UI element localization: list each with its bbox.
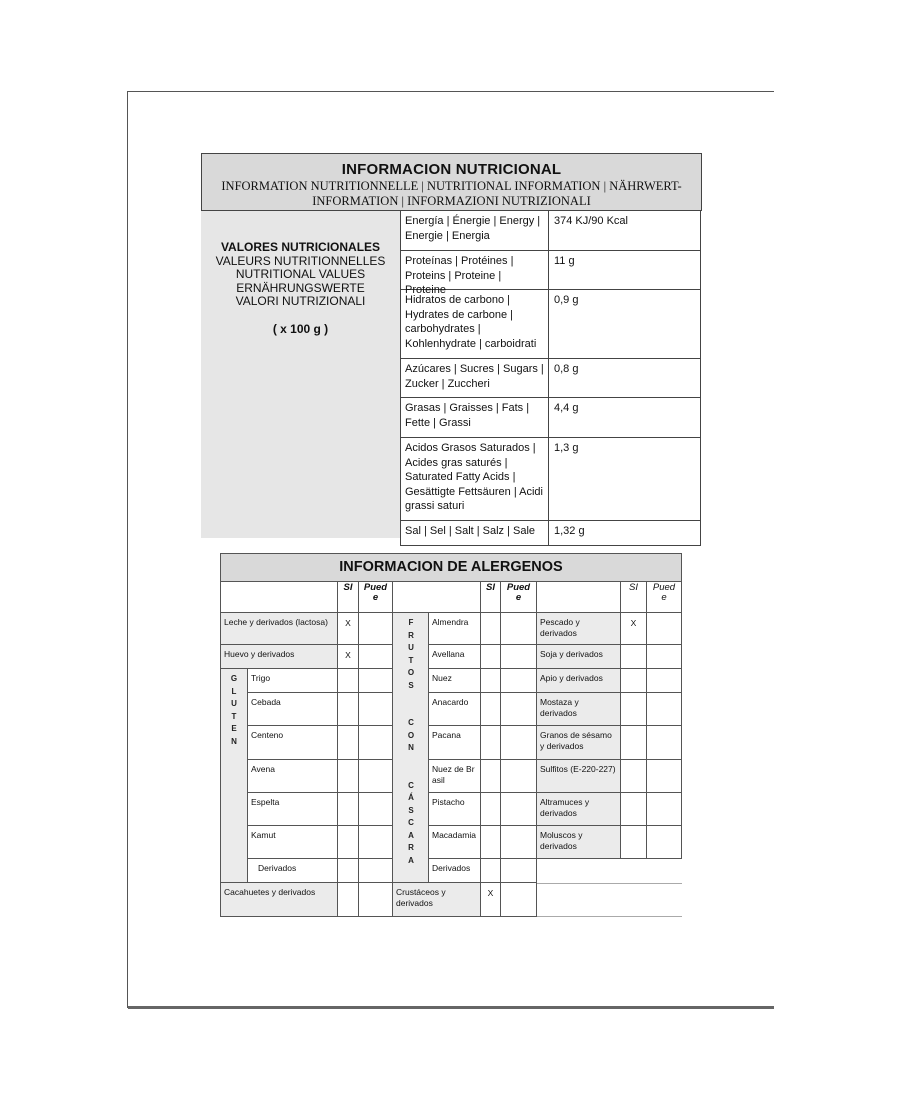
- allergen-nut-item: Nuez: [429, 669, 481, 693]
- allergen-huevo: Huevo y derivados: [220, 645, 338, 669]
- puede-cell: [647, 613, 682, 645]
- allergen-title: INFORMACION DE ALERGENOS: [220, 553, 682, 582]
- si-cell: [338, 826, 359, 859]
- si-cell: [621, 726, 647, 760]
- si-cell: [621, 826, 647, 859]
- puede-cell: [501, 760, 537, 793]
- si-cell: [481, 859, 501, 883]
- nutrition-values-label: [201, 211, 400, 538]
- allergen-nut-item: Pistacho: [429, 793, 481, 826]
- si-cell: [481, 669, 501, 693]
- nutrient-label: Proteínas | Protéines | Proteins | Proteine | Proteine: [401, 251, 549, 289]
- nutrient-label: Acidos Grasos Saturados | Acides gras saturés | Saturated Fatty Acids | Gesättigte Fettsäuren | Acidi grassi saturi: [401, 438, 549, 520]
- puede-cell: [501, 613, 537, 645]
- nutrient-label: Azúcares | Sucres | Sugars | Zucker | Zuccheri: [401, 359, 549, 397]
- puede-cell: [647, 645, 682, 669]
- nutrition-header: [201, 153, 702, 211]
- si-cell: [338, 669, 359, 693]
- si-cell: [481, 793, 501, 826]
- puede-cell: [647, 760, 682, 793]
- nutrition-row-salt: [400, 521, 701, 546]
- header-si: SI: [338, 581, 359, 613]
- si-cell: [338, 883, 359, 917]
- puede-cell: [359, 669, 393, 693]
- puede-cell: [501, 726, 537, 760]
- puede-cell: [647, 693, 682, 726]
- puede-cell: [501, 645, 537, 669]
- nutrient-label: Sal | Sel | Salt | Salz | Sale: [401, 521, 549, 545]
- puede-cell: [359, 760, 393, 793]
- puede-cell: [647, 726, 682, 760]
- divider: [537, 883, 682, 884]
- si-cell: [481, 826, 501, 859]
- allergen-item: Moluscos y derivados: [537, 826, 621, 859]
- si-cell: [481, 645, 501, 669]
- allergen-nut-item: Avellana: [429, 645, 481, 669]
- puede-cell: [501, 793, 537, 826]
- nutrient-value: 4,4 g: [554, 402, 579, 414]
- allergen-item: Granos de sésamo y derivados: [537, 726, 621, 760]
- allergen-nut-item: Pacana: [429, 726, 481, 760]
- allergen-gluten-item: Trigo: [248, 669, 338, 693]
- divider: [537, 916, 682, 917]
- nutrition-row-energy: [400, 210, 701, 251]
- header-puede: [501, 581, 537, 613]
- nutrition-table: [201, 153, 702, 538]
- nutrient-label: Energía | Énergie | Energy | Energie | Energia: [401, 211, 549, 250]
- puede-cell: [501, 669, 537, 693]
- nutrient-value: 11 g: [554, 255, 575, 267]
- nuts-group-label: F R U T O S C O N C Á S C A R A: [407, 618, 415, 865]
- si-cell: [338, 793, 359, 826]
- allergen-nut-item: Almendra: [429, 613, 481, 645]
- header-puede: [647, 581, 682, 613]
- si-cell: [621, 760, 647, 793]
- nutrition-subtitle-1: INFORMATION NUTRITIONNELLE | NUTRITIONAL INFORMATION | NÄHRWERT-: [221, 179, 682, 193]
- nutrition-row-carbs: [400, 290, 701, 359]
- nutrient-value: 0,9 g: [554, 294, 579, 306]
- values-line: VALEURS NUTRITIONNELLES: [215, 253, 386, 268]
- nutrition-rows: [400, 210, 701, 546]
- header-puede-part: Pued: [652, 582, 676, 593]
- si-cell: [481, 613, 501, 645]
- header-blank: [393, 581, 481, 613]
- si-cell: [338, 726, 359, 760]
- allergen-item: Soja y derivados: [537, 645, 621, 669]
- puede-cell: [359, 859, 393, 883]
- si-cell: [481, 726, 501, 760]
- values-heading: VALORES NUTRICIONALES: [220, 240, 381, 254]
- nutrient-value: 374 KJ/90 Kcal: [554, 215, 628, 227]
- header-puede-part: Pued: [363, 582, 388, 593]
- nutrition-row-saturated: [400, 438, 701, 521]
- per-100g: ( x 100 g ): [272, 321, 329, 336]
- nutrition-title: INFORMACION NUTRICIONAL: [341, 161, 562, 178]
- values-line: VALORI NUTRIZIONALI: [235, 294, 366, 308]
- si-cell: [481, 760, 501, 793]
- nutrient-label: Hidratos de carbono | Hydrates de carbone | carbohydrates | Kohlenhydrate | carboidrati: [401, 290, 549, 358]
- si-cell: [621, 645, 647, 669]
- header-puede-part: e: [372, 592, 379, 603]
- puede-cell: [647, 793, 682, 826]
- gluten-group-label: G L U T E N: [230, 674, 238, 746]
- allergen-leche: Leche y derivados (lactosa): [220, 613, 338, 645]
- allergen-gluten-item: Cebada: [248, 693, 338, 726]
- si-cell: X: [621, 613, 647, 645]
- puede-cell: [501, 859, 537, 883]
- allergen-gluten-item: Centeno: [248, 726, 338, 760]
- si-cell: X: [338, 645, 359, 669]
- allergen-item: Pescado y derivados: [537, 613, 621, 645]
- header-puede-part: Pued: [506, 582, 531, 593]
- si-cell: [621, 669, 647, 693]
- header-puede: [359, 581, 393, 613]
- allergen-item: Altramuces y derivados: [537, 793, 621, 826]
- puede-cell: [359, 613, 393, 645]
- puede-cell: [359, 793, 393, 826]
- nutrient-value: 0,8 g: [554, 363, 579, 375]
- header-puede-part: e: [661, 592, 667, 603]
- allergen-nut-item: Anacardo: [429, 693, 481, 726]
- nutrient-label: Grasas | Graisses | Fats | Fette | Grassi: [401, 398, 549, 437]
- puede-cell: [647, 669, 682, 693]
- nutrition-row-fats: [400, 398, 701, 438]
- nutrition-row-protein: [400, 251, 701, 296]
- puede-cell: [501, 693, 537, 726]
- si-cell: [621, 693, 647, 726]
- si-cell: [338, 693, 359, 726]
- puede-cell: [359, 693, 393, 726]
- puede-cell: [359, 726, 393, 760]
- header-puede-part: e: [515, 592, 522, 603]
- allergen-cacahuetes: Cacahuetes y derivados: [220, 883, 338, 917]
- nutrition-row-sugars: [400, 359, 701, 398]
- puede-cell: [359, 826, 393, 859]
- si-cell: [338, 859, 359, 883]
- header-blank: [537, 581, 621, 613]
- si-cell: X: [338, 613, 359, 645]
- allergen-gluten-item: Avena: [248, 760, 338, 793]
- allergen-item: Mostaza y derivados: [537, 693, 621, 726]
- si-cell: X: [481, 883, 501, 917]
- nutrient-value: 1,32 g: [554, 525, 585, 537]
- allergen-nut-item: Derivados: [429, 859, 481, 883]
- allergen-gluten-item: Kamut: [248, 826, 338, 859]
- puede-cell: [359, 883, 393, 917]
- allergen-item: Sulfitos (E-220-227): [537, 760, 621, 793]
- allergen-gluten-item: Espelta: [248, 793, 338, 826]
- puede-cell: [501, 883, 537, 917]
- nutrient-value: 1,3 g: [554, 442, 579, 454]
- header-si: SI: [621, 581, 647, 613]
- allergen-nut-item: Nuez de Brasil: [429, 760, 481, 793]
- puede-cell: [359, 645, 393, 669]
- allergen-item: Apio y derivados: [537, 669, 621, 693]
- puede-cell: [647, 826, 682, 859]
- header-si: SI: [481, 581, 501, 613]
- values-line: ERNÄHRUNGSWERTE: [236, 280, 365, 295]
- allergen-gluten-item: Derivados: [248, 859, 338, 883]
- header-blank: [220, 581, 338, 613]
- si-cell: [338, 760, 359, 793]
- allergen-crustaceos: Crustáceos y derivados: [393, 883, 481, 917]
- si-cell: [481, 693, 501, 726]
- values-line: NUTRITIONAL VALUES: [235, 267, 366, 281]
- nutrition-subtitle-2: INFORMATION | INFORMAZIONI NUTRIZIONALI: [312, 194, 591, 208]
- allergen-nut-item: Macadamia: [429, 826, 481, 859]
- puede-cell: [501, 826, 537, 859]
- si-cell: [621, 793, 647, 826]
